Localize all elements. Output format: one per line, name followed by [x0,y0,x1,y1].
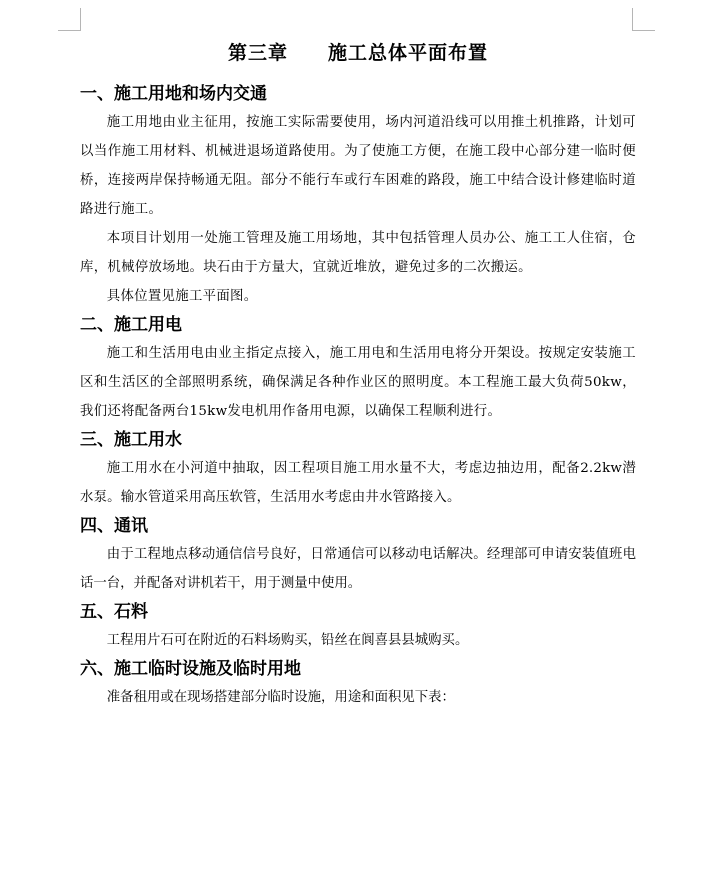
section-electricity [80,311,636,426]
paragraph: 施工用地由业主征用，按施工实际需要使用，场内河道沿线可以用推土机推路，计划可以当作施工用材料、机械进退场道路使用。为了使施工方便，在施工段中心部分建一临时便桥，连接两岸保持畅通无阻。部分不能行车或行车困难的路段，施工中结合设计修建临时道路进行施工。 [80,115,636,217]
section-stone-materials [80,598,636,655]
paragraph: 具体位置见施工平面图。 [106,289,258,304]
section-water [80,426,636,512]
crop-mark-top-left [58,8,81,31]
crop-mark-top-right [632,8,655,31]
paragraph: 施工和生活用电由业主指定点接入，施工用电和生活用电将分开架设。按规定安装施工区和生活区的全部照明系统，确保满足各种作业区的照明度。本工程施工最大负荷50kw，我们还将配备两台15kw发电机用作备用电源，以确保工程顺利进行。 [80,346,636,419]
section-land-and-traffic [80,80,636,311]
document-page [80,38,636,712]
section-communication [80,512,636,598]
chapter-title: 第三章 施工总体平面布置 [227,42,488,64]
paragraph: 工程用片石可在附近的石料场购买，铅丝在阆喜县县城购买。 [106,633,469,648]
section-heading: 二、施工用电 [80,315,182,335]
section-heading: 四、通讯 [80,516,148,536]
section-temporary-facilities [80,655,636,712]
paragraph: 施工用水在小河道中抽取，因工程项目施工用水量不大，考虑边抽边用，配备2.2kw潜水泵。输水管道采用高压软管，生活用水考虑由井水管路接入。 [80,461,636,505]
section-heading: 一、施工用地和场内交通 [80,84,267,104]
paragraph: 由于工程地点移动通信信号良好，日常通信可以移动电话解决。经理部可申请安装值班电话一台，并配备对讲机若干，用于测量中使用。 [80,547,636,591]
section-heading: 五、石料 [80,602,148,622]
section-heading: 三、施工用水 [80,430,182,450]
section-heading: 六、施工临时设施及临时用地 [80,659,301,679]
paragraph: 准备租用或在现场搭建部分临时设施，用途和面积见下表： [106,690,455,705]
paragraph: 本项目计划用一处施工管理及施工用场地，其中包括管理人员办公、施工工人住宿，仓库，机械停放场地。块石由于方量大，宜就近堆放，避免过多的二次搬运。 [80,231,636,275]
